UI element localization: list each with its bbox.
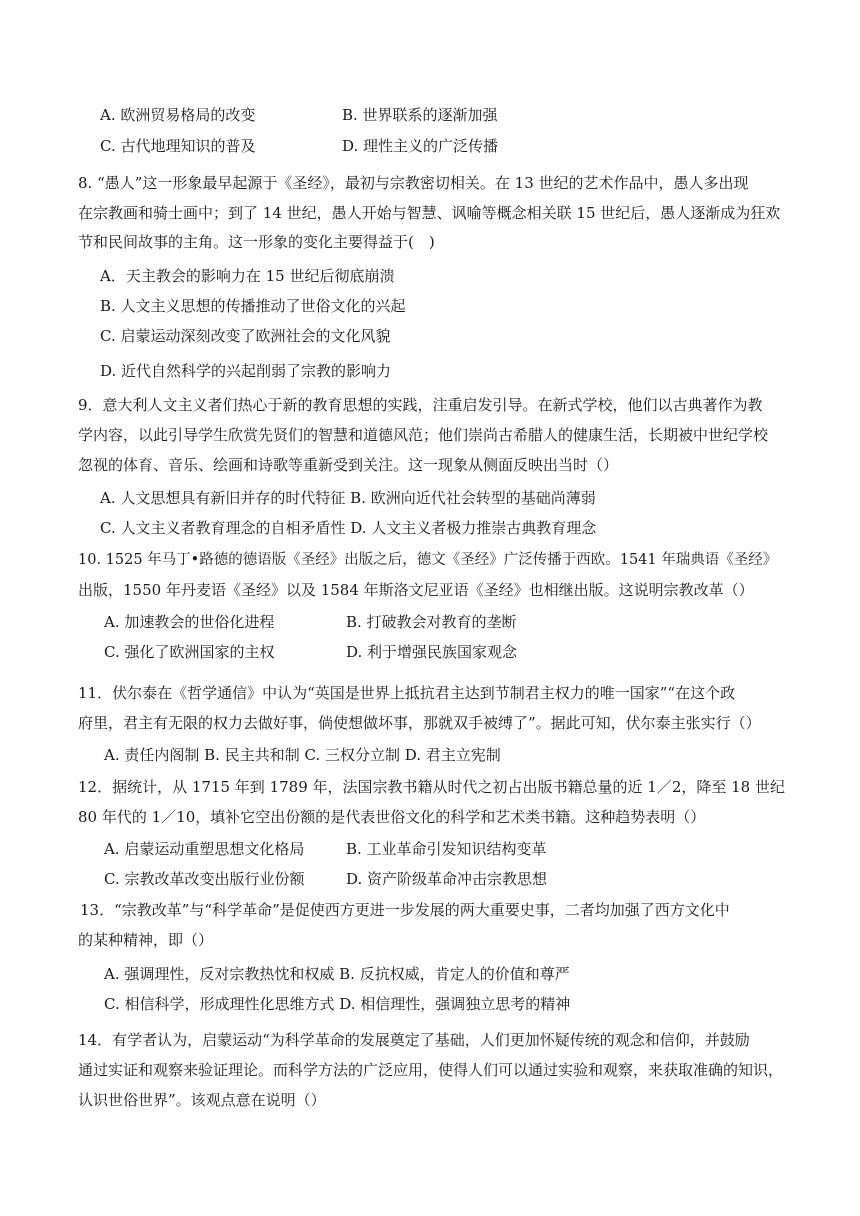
q13-stem-line-1: 13．“宗教改革”与“科学革命”是促使西方更进一步发展的两大重要史事，二者均加强了西方文化中 — [80, 901, 730, 919]
q13-option-ab: A. 强调理性，反对宗教热忱和权威 B. 反抗权威，肯定人的价值和尊严 — [104, 965, 570, 983]
q14-stem-line-1: 14．有学者认为，启蒙运动“为科学革命的发展奠定了基础，人们更加怀疑传统的观念和信仰，并鼓励 — [78, 1031, 750, 1049]
q7-option-a: A. 欧洲贸易格局的改变 — [100, 106, 256, 124]
q9-stem-line-3: 忽视的体育、音乐、绘画和诗歌等重新受到关注。这一现象从侧面反映出当时（） — [78, 456, 619, 474]
q9-option-cd: C. 人文主义者教育理念的自相矛盾性 D. 人文主义者极力推崇古典教育理念 — [100, 519, 597, 537]
q8-option-d: D. 近代自然科学的兴起削弱了宗教的影响力 — [100, 362, 392, 380]
q13-stem-line-2: 的某种精神，即（） — [78, 931, 214, 949]
q9-stem-line-1: 9．意大利人文主义者们热心于新的教育思想的实践，注重启发引导。在新式学校，他们以古典著作为教 — [78, 396, 763, 414]
q8-option-a: A．天主教会的影响力在 15 世纪后彻底崩溃 — [100, 267, 395, 285]
q8-stem-line-1: 8. “愚人”这一形象最早起源于《圣经》，最初与宗教密切相关。在 13 世纪的艺术作品中，愚人多出现 — [78, 174, 749, 192]
q11-stem-line-2: 府里，君主有无限的权力去做好事，倘使想做坏事，那就双手被缚了”。据此可知，伏尔泰主张实行（） — [78, 714, 761, 732]
q14-stem-line-2: 通过实证和观察来验证理论。而科学方法的广泛应用，使得人们可以通过实验和观察，来获取准确的知识， — [78, 1061, 784, 1079]
q12-option-c: C. 宗教改革改变出版行业份额 — [104, 870, 305, 888]
q11-stem-line-1: 11．伏尔泰在《哲学通信》中认为“英国是世界上抵抗君主达到节制君主权力的唯一国家”“在这个政 — [78, 684, 736, 702]
q9-option-ab: A. 人文思想具有新旧并存的时代特征 B. 欧洲向近代社会转型的基础尚薄弱 — [100, 489, 596, 507]
q13-option-cd: C. 相信科学，形成理性化思维方式 D. 相信理性，强调独立思考的精神 — [104, 995, 571, 1013]
q14-stem-line-3: 认识世俗世界”。该观点意在说明（） — [78, 1091, 326, 1109]
q12-option-a: A. 启蒙运动重塑思想文化格局 — [104, 840, 305, 858]
q12-option-d: D. 资产阶级革命冲击宗教思想 — [346, 870, 548, 888]
q10-option-c: C. 强化了欧洲国家的主权 — [104, 643, 275, 661]
q10-option-b: B. 打破教会对教育的垄断 — [346, 613, 517, 631]
q10-stem-line-2: 出版，1550 年丹麦语《圣经》以及 1584 年斯洛文尼亚语《圣经》也相继出版。这说明宗教改革（） — [78, 581, 754, 599]
q10-option-a: A. 加速教会的世俗化进程 — [104, 613, 275, 631]
q8-option-c: C. 启蒙运动深刻改变了欧洲社会的文化风貌 — [100, 327, 391, 345]
q9-stem-line-2: 学内容，以此引导学生欣赏先贤们的智慧和道德风范；他们崇尚古希腊人的健康生活，长期被中世纪学校 — [78, 426, 769, 444]
q12-option-b: B. 工业革命引发知识结构变革 — [346, 840, 547, 858]
q11-options: A. 责任内阁制 B. 民主共和制 C. 三权分立制 D. 君主立宪制 — [104, 746, 501, 764]
q8-stem-line-3: 节和民间故事的主角。这一形象的变化主要得益于( ) — [78, 233, 435, 251]
q8-stem-line-2: 在宗教画和骑士画中；到了 14 世纪，愚人开始与智慧、讽喻等概念相关联 15 世纪后，愚人逐渐成为狂欢 — [78, 204, 781, 222]
q7-option-d: D. 理性主义的广泛传播 — [342, 137, 499, 155]
q12-stem-line-1: 12．据统计，从 1715 年到 1789 年，法国宗教书籍从时代之初占出版书籍总量的近 1／2，降至 18 世纪 — [78, 778, 785, 796]
q10-stem-line-1: 10. 1525 年马丁•路德的德语版《圣经》出版之后，德文《圣经》广泛传播于西欧。1541 年瑞典语《圣经》 — [78, 552, 778, 568]
q7-option-c: C. 古代地理知识的普及 — [100, 137, 256, 155]
q12-stem-line-2: 80 年代的 1／10，填补它空出份额的是代表世俗文化的科学和艺术类书籍。这种趋势表明（） — [78, 808, 706, 826]
q7-option-b: B. 世界联系的逐渐加强 — [342, 106, 498, 124]
q10-option-d: D. 利于增强民族国家观念 — [346, 643, 518, 661]
q8-option-b: B. 人文主义思想的传播推动了世俗文化的兴起 — [100, 297, 406, 315]
